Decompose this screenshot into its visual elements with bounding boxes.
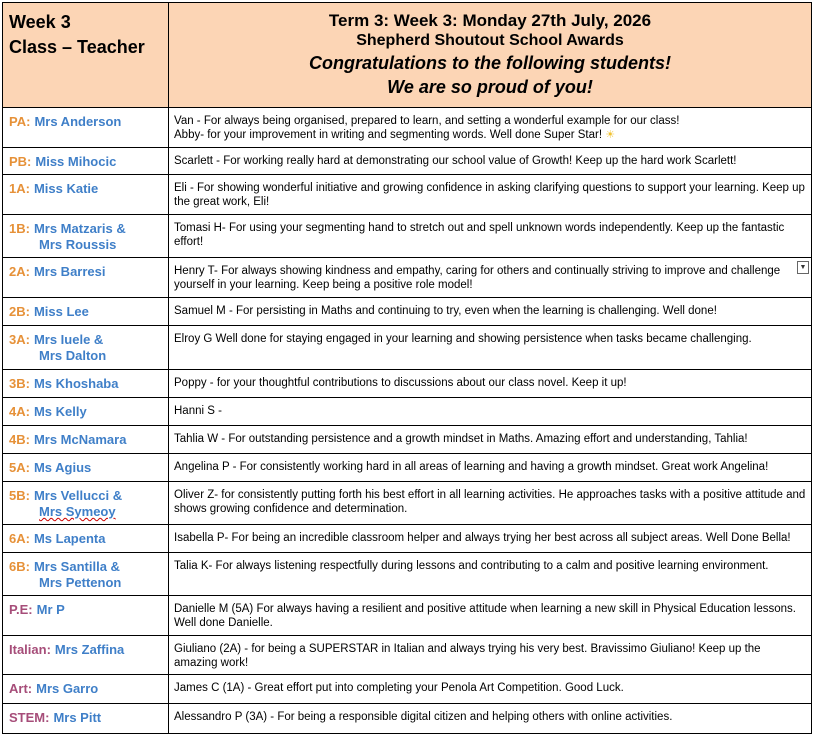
awards-table <box>2 2 812 734</box>
table-row <box>3 525 812 553</box>
table-row <box>3 398 812 426</box>
award-message-cell[interactable] <box>169 704 812 734</box>
teacher-name: Ms Khoshaba <box>33 376 119 391</box>
award-message-cell[interactable] <box>169 370 812 398</box>
teacher-name: Ms Lapenta <box>33 531 106 546</box>
class-code: P.E: <box>9 602 33 617</box>
award-message: Isabella P- For being an incredible classroom helper and always trying her best across all subject areas. Well Done Bella! <box>174 532 791 544</box>
class-code: 6B: <box>9 559 30 574</box>
table-row <box>3 108 812 148</box>
award-message-cell[interactable] <box>169 454 812 482</box>
award-message-cell[interactable] <box>169 258 812 298</box>
teacher-name: Mrs Matzaris & <box>33 221 126 236</box>
class-cell[interactable] <box>3 525 169 553</box>
teacher-name-2: Mrs Pettenon <box>39 575 122 590</box>
class-cell[interactable] <box>3 108 169 148</box>
class-cell[interactable] <box>3 596 169 636</box>
teacher-name: Miss Lee <box>33 304 89 319</box>
class-code: 3A: <box>9 332 30 347</box>
class-code: Art: <box>9 681 33 696</box>
award-message: James C (1A) - Great effort put into completing your Penola Art Competition. Good Luck. <box>174 682 624 694</box>
table-row <box>3 596 812 636</box>
award-message: Tomasi H- For using your segmenting hand to stretch out and spell unknown words independently. Keep up the fantastic effort! <box>174 222 785 248</box>
teacher-name-2: Mrs Roussis <box>39 237 117 252</box>
award-message-cell[interactable] <box>169 596 812 636</box>
teacher-name: Mrs Pitt <box>53 710 102 725</box>
class-code: 3B: <box>9 376 30 391</box>
award-message: Elroy G Well done for staying engaged in your learning and showing persistence when tasks became challenging. <box>174 333 752 345</box>
table-row <box>3 175 812 215</box>
table-row <box>3 148 812 175</box>
class-cell[interactable] <box>3 675 169 704</box>
teacher-name: Miss Katie <box>33 181 99 196</box>
class-cell[interactable] <box>3 215 169 258</box>
table-row <box>3 675 812 704</box>
table-row <box>3 258 812 298</box>
award-message-cell[interactable] <box>169 426 812 454</box>
teacher-name-2: Mrs Symeoy <box>39 504 116 519</box>
award-message-cell[interactable] <box>169 148 812 175</box>
teacher-name: Mrs Zaffina <box>54 642 125 657</box>
class-teacher-label: Class – Teacher <box>9 37 145 57</box>
award-message-cell[interactable] <box>169 175 812 215</box>
table-row <box>3 636 812 675</box>
teacher-name: Mrs Garro <box>36 681 99 696</box>
table-row <box>3 426 812 454</box>
class-code: 5B: <box>9 488 30 503</box>
sun-icon: ☀ <box>605 129 616 141</box>
chevron-down-icon[interactable]: ▼ <box>797 261 809 274</box>
class-cell[interactable] <box>3 553 169 596</box>
week-label: Week 3 <box>9 12 71 32</box>
award-message: Abby- for your improvement in writing and segmenting words. Well done Super Star! <box>174 129 603 141</box>
class-code: 4B: <box>9 432 30 447</box>
table-row <box>3 704 812 734</box>
congrats-text: Congratulations to the following students! <box>309 53 671 73</box>
awards-subtitle: Shepherd Shoutout School Awards <box>356 32 624 49</box>
award-message: Giuliano (2A) - for being a SUPERSTAR in Italian and always trying his very best. Bravissimo Giuliano! Keep up the amazing work! <box>174 643 761 669</box>
class-code: PA: <box>9 114 31 129</box>
class-code: 6A: <box>9 531 30 546</box>
table-row <box>3 370 812 398</box>
teacher-name: Mrs Barresi <box>33 264 106 279</box>
teacher-name: Mrs McNamara <box>33 432 127 447</box>
table-row <box>3 553 812 596</box>
table-row <box>3 298 812 326</box>
class-cell[interactable] <box>3 636 169 675</box>
award-message-cell[interactable] <box>169 636 812 675</box>
table-row <box>3 454 812 482</box>
class-cell[interactable] <box>3 482 169 525</box>
class-cell[interactable] <box>3 258 169 298</box>
award-message-cell[interactable] <box>169 553 812 596</box>
table-row <box>3 482 812 525</box>
class-code: 2B: <box>9 304 30 319</box>
class-cell[interactable] <box>3 148 169 175</box>
teacher-name: Ms Agius <box>33 460 92 475</box>
award-message: Oliver Z- for consistently putting forth his best effort in all learning activities. He approaches tasks with a positive attitude and shows growing confidence and determination. <box>174 489 806 515</box>
class-code: PB: <box>9 154 32 169</box>
award-message: Henry T- For always showing kindness and empathy, caring for others and continually striving to improve and challenge yourself in your learning. Keep being a positive role model! <box>174 265 781 291</box>
award-message: Poppy - for your thoughtful contributions to discussions about our class novel. Keep it up! <box>174 377 627 389</box>
class-cell[interactable] <box>3 398 169 426</box>
award-message: Van - For always being organised, prepared to learn, and setting a wonderful example for our class! <box>174 115 680 127</box>
award-message: Hanni S - <box>174 405 222 417</box>
award-message-cell[interactable] <box>169 298 812 326</box>
teacher-name: Mr P <box>36 602 65 617</box>
class-cell[interactable] <box>3 454 169 482</box>
class-code: 1A: <box>9 181 30 196</box>
award-message: Scarlett - For working really hard at demonstrating our school value of Growth! Keep up the hard work Scarlett! <box>174 155 737 167</box>
class-cell[interactable] <box>3 426 169 454</box>
class-cell[interactable] <box>3 326 169 370</box>
teacher-name-2: Mrs Dalton <box>39 348 107 363</box>
proud-text: We are so proud of you! <box>387 77 593 97</box>
table-row <box>3 326 812 370</box>
teacher-name: Mrs Santilla & <box>33 559 120 574</box>
class-code: 1B: <box>9 221 30 236</box>
award-message-cell[interactable] <box>169 108 812 148</box>
teacher-name: Mrs Vellucci & <box>33 488 123 503</box>
class-cell[interactable] <box>3 370 169 398</box>
award-message-cell[interactable] <box>169 215 812 258</box>
table-row <box>3 215 812 258</box>
award-message: Alessandro P (3A) - For being a responsible digital citizen and helping others with online activities. <box>174 711 673 723</box>
class-code: STEM: <box>9 710 50 725</box>
award-message: Tahlia W - For outstanding persistence and a growth mindset in Maths. Amazing effort and understanding, Tahlia! <box>174 433 748 445</box>
award-message-cell[interactable] <box>169 525 812 553</box>
award-message: Talia K- For always listening respectfully during lessons and contributing to a calm and positive learning environment. <box>174 560 769 572</box>
class-cell[interactable] <box>3 175 169 215</box>
teacher-name: Mrs Iuele & <box>33 332 104 347</box>
award-message-cell[interactable] <box>169 398 812 426</box>
header-left-cell[interactable] <box>3 3 169 108</box>
class-code: 5A: <box>9 460 30 475</box>
header-row <box>3 3 812 108</box>
header-right-cell[interactable] <box>169 3 812 108</box>
class-cell[interactable] <box>3 298 169 326</box>
award-message: Samuel M - For persisting in Maths and continuing to try, even when the learning is challenging. Well done! <box>174 305 717 317</box>
class-code: Italian: <box>9 642 51 657</box>
class-code: 2A: <box>9 264 30 279</box>
award-message-cell[interactable] <box>169 675 812 704</box>
class-cell[interactable] <box>3 704 169 734</box>
teacher-name: Ms Kelly <box>33 404 87 419</box>
page-title: Term 3: Week 3: Monday 27th July, 2026 <box>328 11 652 30</box>
award-message: Angelina P - For consistently working hard in all areas of learning and having a growth mindset. Great work Angelina! <box>174 461 769 473</box>
award-message-cell[interactable] <box>169 326 812 370</box>
award-message: Eli - For showing wonderful initiative and growing confidence in asking clarifying questions to support your learning. Keep up the great work, Eli! <box>174 182 805 208</box>
award-message: Danielle M (5A) For always having a resilient and positive attitude when learning a new skill in Physical Education lessons. Well done Danielle. <box>174 603 796 629</box>
award-message-cell[interactable] <box>169 482 812 525</box>
class-code: 4A: <box>9 404 30 419</box>
teacher-name: Mrs Anderson <box>34 114 122 129</box>
teacher-name: Miss Mihocic <box>35 154 117 169</box>
